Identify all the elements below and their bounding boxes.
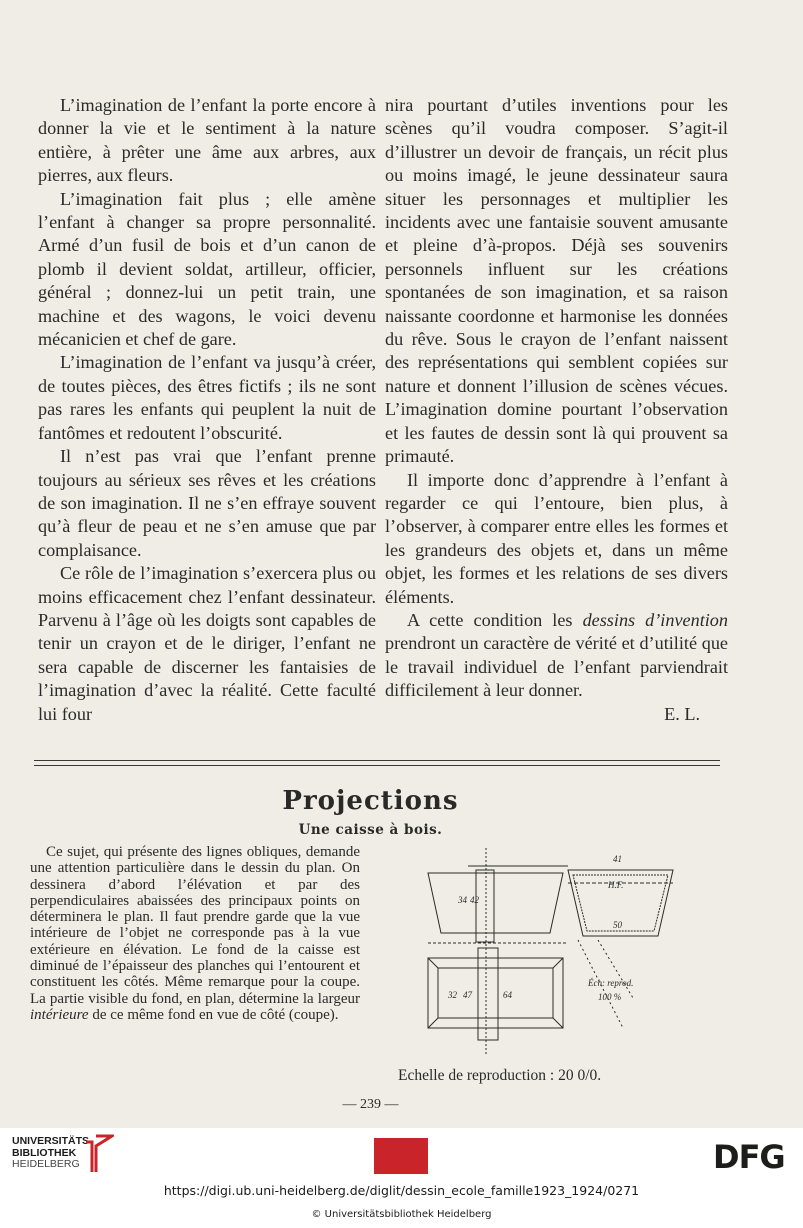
figure-label: 64 (503, 990, 512, 1000)
paragraph: Ce rôle de l’imagination s’exercera plus ou moins efficacement chez l’enfant dessinateur. Parvenu à l’âge où les doigts sont capables de tenir un crayon et de le diriger, l’enfant ne sera capable de discerner les fantaisies de l’imagination d’avec la réalité. Cette faculté lui four (38, 563, 376, 724)
divider-rule (34, 760, 720, 761)
technical-drawing-figure (418, 848, 688, 1054)
paragraph-final: A cette condition les dessins d’invention prendront un caractère de vérité et d’utilité que le travail individuel de l’enfant parviendrait difficilement à leur donner. (385, 609, 728, 701)
figure-label: 32 (448, 990, 457, 1000)
figure-label: 34 (458, 895, 467, 905)
section-subtitle: Une caisse à bois. (298, 822, 443, 838)
signature: E. L. (664, 703, 700, 724)
figure-label: H.F. (608, 880, 624, 890)
plan-corner (553, 1018, 563, 1028)
paragraph: Il n’est pas vrai que l’enfant prenne toujours au sérieux ses rêves et les créations de son imagination. Il ne s’en effraye souvent qu’à fleur de peau et ne s’en amuse que par complaisance. (38, 446, 376, 560)
elevation-handle (476, 870, 494, 942)
paragraph: L’imagination fait plus ; elle amène l’enfant à changer sa propre personnalité. Armé d’un fusil de bois et d’un canon de plomb il devient soldat, artilleur, officier, général ; donnez-lui un petit train, une machine et des wagons, le voici devenu mécanicien et chef de gare. (38, 188, 376, 350)
permalink[interactable]: https://digi.ub.uni-heidelberg.de/diglit/dessin_ecole_famille1923_1924/0271 (163, 1183, 640, 1198)
section-title: Projections (282, 786, 459, 816)
figure-label: 42 (470, 895, 479, 905)
dfg-logo[interactable]: DFG (713, 1138, 785, 1176)
project-logo-icon[interactable] (374, 1138, 428, 1174)
exercise-text: Ce sujet, qui présente des lignes obliques, demande une attention particulière dans le dessin du plan. On dessinera d’abord l’élévation et par des perpendiculaires abaissées des principaux points on déterminera le plan. Il faut prendre garde que la vue intérieure de l’objet ne corresponde pas à la vue extérieure en élévation. Le fond de la caisse est diminué de l’épaisseur des planches qui l’entourent et constituent les côtés. Même remarque pour la coupe. La partie visible du fond, en plan, détermine la largeur intérieure de ce même fond en vue de côté (coupe). (30, 844, 360, 1023)
library-logo[interactable]: UNIVERSITÄTS- BIBLIOTHEK HEIDELBERG (12, 1136, 93, 1171)
plan-corner (428, 958, 438, 968)
figure-label: 50 (613, 920, 622, 930)
elevation-outline (428, 873, 563, 933)
figure-label: 41 (613, 854, 622, 864)
figure-label: 47 (463, 990, 472, 1000)
library-emblem-icon (82, 1134, 114, 1174)
figure-caption: Echelle de reproduction : 20 0/0. (398, 1067, 602, 1084)
signature-line (385, 703, 728, 726)
figure-note: Éch: reprod. (588, 978, 634, 988)
divider-rule (34, 765, 720, 766)
page-number: — 239 — (342, 1097, 399, 1112)
paragraph: L’imagination de l’enfant la porte encore à donner la vie et le sentiment à la nature entière, à prêter une âme aux arbres, aux pierres, aux fleurs. (38, 95, 376, 186)
paragraph: L’imagination de l’enfant va jusqu’à créer, de toutes pièces, des êtres fictifs ; ils ne sont pas rares les enfants qui peuplent la nuit de fantômes et redoutent l’obscurité. (38, 352, 376, 443)
plan-corner (553, 958, 563, 968)
copyright-notice: © Universitätsbibliothek Heidelberg (311, 1209, 492, 1220)
paragraph-continued: nira pourtant d’utiles inventions pour les scènes qu’il voudra composer. S’agit-il d’illustrer un devoir de français, un récit plus ou moins imagé, le jeune dessinateur saura situer les personnages et multiplier les incidents avec une fantaisie souvent amusante et pleine d’à-propos. Déjà ses souvenirs personnels influent sur les créations spontanées de son imagination, et sa raison naissante coordonne et harmonise les données du rêve. Sous le crayon de l’enfant naissent des représentations qui semblent copiées sur nature et donnent l’illusion de scènes vécues. L’imagination domine pourtant l’observation et les fautes de dessin sont là qui prouvent sa primauté. (385, 95, 728, 467)
plan-handle (478, 948, 498, 1040)
left-column (38, 94, 376, 726)
right-column (385, 94, 728, 726)
plan-corner (428, 1018, 438, 1028)
figure-note: 100 % (598, 992, 622, 1002)
paragraph: Il importe donc d’apprendre à l’enfant à regarder ce qui l’entoure, bien plus, à l’observer, à comparer entre elles les formes et les grandeurs des objets et, dans un même objet, les formes et les relations de ses divers éléments. (385, 469, 728, 607)
